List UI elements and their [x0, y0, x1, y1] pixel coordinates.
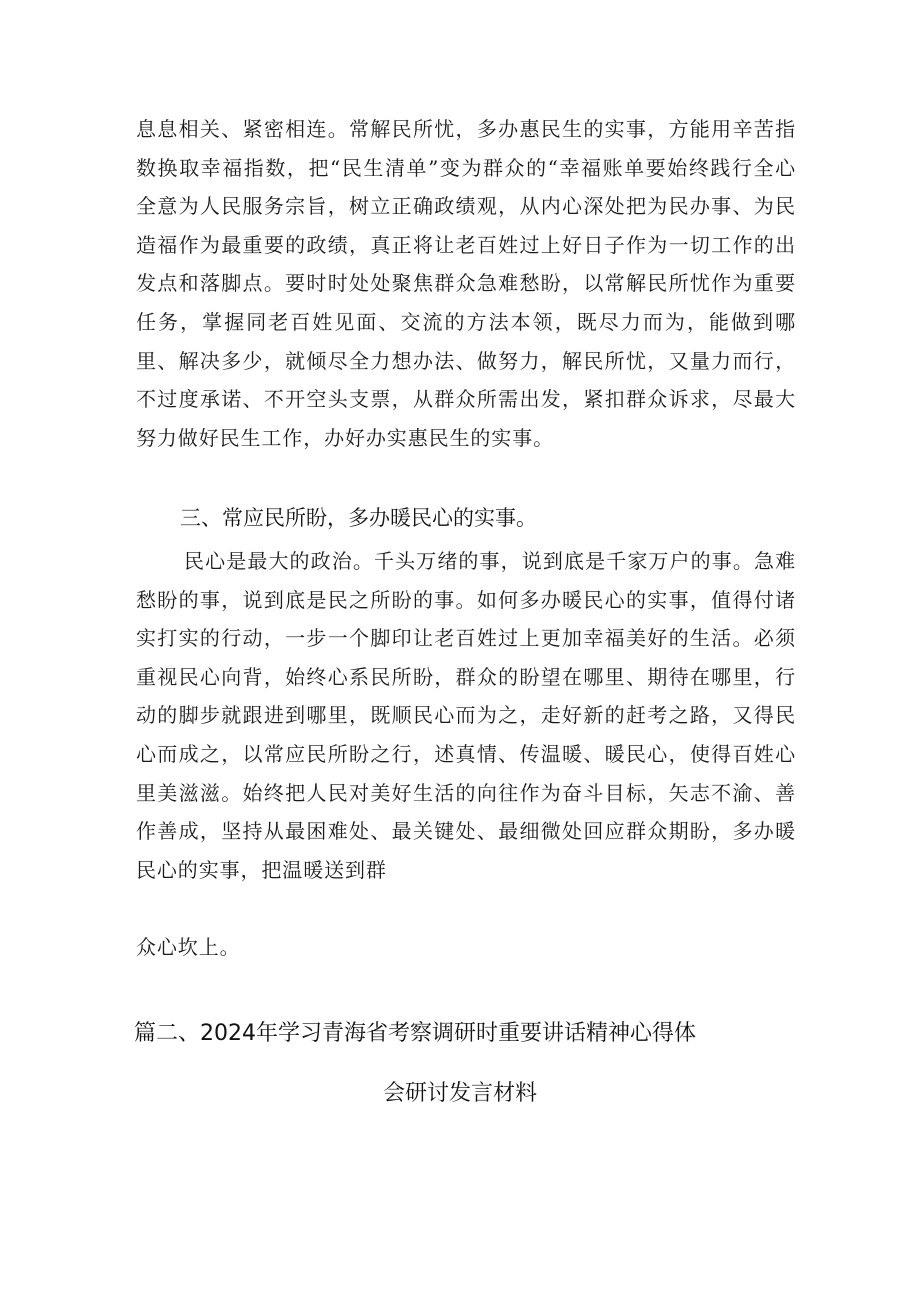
- article-title-continued: 会研讨发言材料: [382, 1081, 537, 1106]
- body-paragraph-2-tail: 众心坎上。: [136, 935, 241, 959]
- body-paragraph-2: 民心是最大的政治。千头万绪的事，说到底是千家万户的事。急难愁盼的事，说到底是民之所盼的事。如何多办暖民心的实事，值得付诸实打实的行动，一步一个脚印让老百姓过上更加幸福美好的生活。必须重视民心向背，始终心系民所盼，群众的盼望在哪里、期待在哪里，行动的脚步就跟进到哪里，既顺民心而为之，走好新的赶考之路，又得民心而成之，以常应民所盼之行，述真情、传温暖、暖民心，使得百姓心里美滋滋。始终把人民对美好生活的向往作为奋斗目标，矢志不渝、善作善成，坚持从最困难处、最关键处、最细微处回应群众期盼，多办暖民心的实事，把温暖送到群: [136, 549, 796, 882]
- body-paragraph-1: 息息相关、紧密相连。常解民所忧，多办惠民生的实事，方能用辛苦指数换取幸福指数，把“民生清单”变为群众的“幸福账单要始终践行全心全意为人民服务宗旨，树立正确政绩观，从内心深处把为民办事、为民造福作为最重要的政绩，真正将让老百姓过上好日子作为一切工作的出发点和落脚点。要时时处处聚焦群众急难愁盼，以常解民所忧作为重要任务，掌握同老百姓见面、交流的方法本领，既尽力而为，能做到哪里、解决多少，就倾尽全力想办法、做努力，解民所忧，又量力而行，不过度承诺、不开空头支票，从群众所需出发，紧扣群众诉求，尽最大努力做好民生工作，办好办实惠民生的实事。: [136, 117, 796, 450]
- article-title: 篇二、2024年学习青海省考察调研时重要讲话精神心得体: [134, 1021, 696, 1046]
- section-heading: 三、常应民所盼，多办暖民心的实事。: [180, 506, 537, 530]
